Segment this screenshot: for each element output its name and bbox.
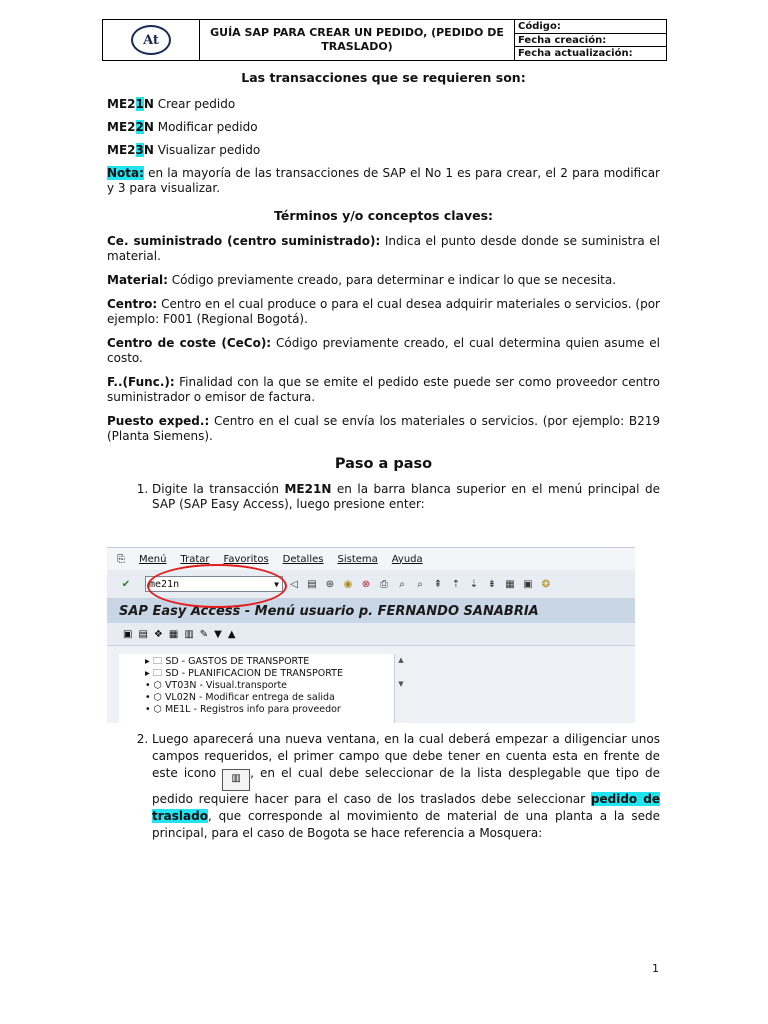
dropdown-arrow-icon[interactable]: ▼	[274, 579, 279, 589]
back-icon[interactable]: ⊛	[325, 578, 335, 590]
transactions-heading: Las transacciones que se requieren son:	[241, 70, 526, 85]
tree-item[interactable]: • ⬡ ME1L - Registros info para proveedor	[145, 704, 341, 715]
back-arrow-icon[interactable]: ◁	[290, 578, 298, 590]
sap-screenshot	[107, 547, 635, 723]
enter-check-icon[interactable]: ✔	[121, 578, 131, 590]
page-number: 1	[652, 962, 659, 975]
term-centro: Centro: Centro en el cual produce o para el cual desea adquirir materiales o servicios. (por ejemplo: F001 (Regional Bogotá).	[107, 297, 660, 326]
term-centro-coste: Centro de coste (CeCo): Código previamente creado, el cual determina quien asume el costo.	[107, 336, 660, 365]
fecha-creacion-label: Fecha creación:	[515, 34, 666, 48]
transaction-me21n: ME21N Crear pedido	[107, 97, 236, 111]
tree-item[interactable]: ▸ 🗀 SD - PLANIFICACION DE TRANSPORTE	[145, 668, 343, 679]
company-logo: At	[131, 25, 171, 55]
sap-menu-tratar[interactable]: Tratar	[180, 553, 210, 565]
sap-app-toolbar	[107, 623, 635, 646]
find-icon[interactable]: ⌕	[399, 578, 405, 590]
red-circle-annotation	[147, 564, 287, 608]
terms-heading: Términos y/o conceptos claves:	[273, 208, 494, 223]
shortcut-icon[interactable]: ▣	[523, 578, 533, 590]
logo-cell	[103, 20, 200, 60]
steps-list-continued	[107, 731, 660, 842]
help-icon[interactable]: ❂	[541, 578, 551, 590]
delete-favorite-icon[interactable]: ▥	[184, 628, 194, 640]
save-icon[interactable]: ▤	[307, 578, 317, 590]
edit-favorite-icon[interactable]: ▦	[168, 628, 179, 640]
term-ce-suministrado: Ce. suministrado (centro suministrado): Indica el punto desde donde se suministra el material.	[107, 234, 661, 263]
transaction-me22n: ME22N Modificar pedido	[107, 120, 258, 134]
sap-command-field[interactable]: me21n ▼	[145, 576, 283, 592]
prev-page-icon[interactable]: ⇡	[451, 578, 461, 590]
sap-menu-menu[interactable]: Menú	[139, 553, 167, 565]
note-paragraph: Nota: en la mayoría de las transacciones de SAP el No 1 es para crear, el 2 para modificar y 3 para visualizar.	[107, 166, 660, 195]
term-func: F..(Func.): Finalidad con la que se emite el pedido este puede ser como proveedor centro suministrador o emisor de factura.	[107, 375, 660, 404]
print-icon[interactable]: ⎙	[380, 578, 388, 590]
sap-window-icon: ⎘	[117, 553, 125, 565]
tree-item[interactable]: • ⬡ VT03N - Visual.transporte	[145, 680, 288, 691]
cancel-icon[interactable]: ⊗	[361, 578, 371, 590]
step-1: 1. Digite la transacción ME21N en la barra blanca superior en el menú principal de SAP (SAP Easy Access), luego presione enter:	[152, 482, 660, 512]
term-puesto-exped: Puesto exped.: Centro en el cual se envía los materiales o servicios. (por ejemplo: B219 (Planta Siemens).	[107, 414, 660, 443]
step-2: 2. Luego aparecerá una nueva ventana, en la cual deberá empezar a diligenciar unos campos requeridos, el primer campo que debe tener en cuenta esta en frente de este icono ▥ , en el cual debe seleccionar de la lista desplegable que tipo de pedido requiere hacer para el caso de los traslados debe seleccionar pedido de traslado, que corresponde al movimiento de material de una planta a la sede principal, para el caso de Bogota se hace referencia a Mosquera:	[152, 731, 660, 842]
term-material: Material: Código previamente creado, para determinar e indicar lo que se necesita.	[107, 273, 617, 287]
sap-title-bar: SAP Easy Access - Menú usuario p. FERNANDO SANABRIA	[107, 599, 635, 623]
meta-info	[515, 20, 666, 60]
menu-tree-icon[interactable]: ▣	[123, 628, 133, 640]
codigo-label: Código:	[515, 20, 666, 34]
document-header	[102, 19, 667, 61]
steps-list	[107, 482, 660, 512]
pencil-icon[interactable]: ✎	[199, 628, 209, 640]
step-2-block	[107, 731, 660, 842]
tree-item[interactable]: • ⬡ VL02N - Modificar entrega de salida	[145, 692, 335, 703]
add-favorite-icon[interactable]: ❖	[153, 628, 163, 640]
tree-item[interactable]: ▸ 🗀 SD - GASTOS DE TRANSPORTE	[145, 656, 310, 667]
next-page-icon[interactable]: ⇣	[469, 578, 479, 590]
last-page-icon[interactable]: ⇟	[487, 578, 497, 590]
sap-menu-favoritos[interactable]: Favoritos	[223, 553, 269, 565]
sap-menu-sistema[interactable]: Sistema	[337, 553, 378, 565]
sap-menu-tree	[119, 654, 407, 723]
exit-icon[interactable]: ◉	[343, 578, 353, 590]
order-type-icon: ▥	[222, 769, 250, 791]
document-body	[107, 68, 660, 512]
first-page-icon[interactable]: ⇞	[433, 578, 443, 590]
document-title: GUÍA SAP PARA CREAR UN PEDIDO, (PEDIDO DE TRASLADO)	[200, 20, 515, 60]
find-next-icon[interactable]: ⌕	[417, 578, 423, 590]
new-session-icon[interactable]: ▦	[505, 578, 515, 590]
transaction-me23n: ME23N Visualizar pedido	[107, 143, 261, 157]
fecha-actualizacion-label: Fecha actualización:	[518, 48, 633, 60]
collapse-up-icon[interactable]: ▲	[227, 628, 236, 640]
sap-menu-detalles[interactable]: Detalles	[282, 553, 324, 565]
sap-menu-ayuda[interactable]: Ayuda	[391, 553, 423, 565]
expand-down-icon[interactable]: ▼	[214, 628, 222, 640]
tree-scrollbar[interactable]: ▲ ▼	[394, 654, 407, 723]
step-by-step-heading: Paso a paso	[334, 456, 433, 472]
other-menu-icon[interactable]: ▤	[138, 628, 148, 640]
